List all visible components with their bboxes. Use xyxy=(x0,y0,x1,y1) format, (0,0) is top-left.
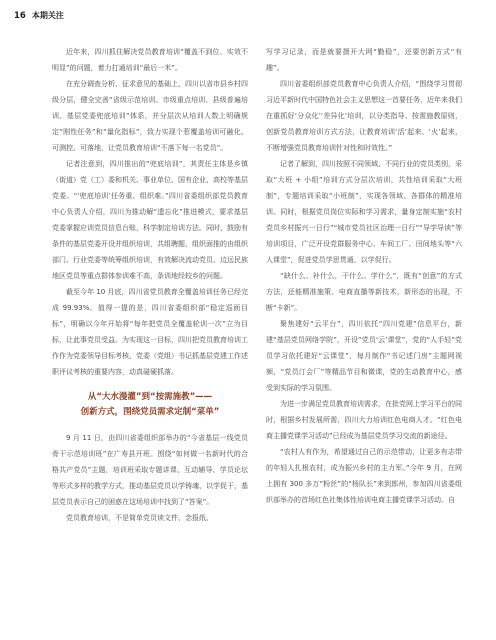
paragraph: 近年来，四川抓住解决党员教育培训“覆盖不到位、实效不明显”的问题，着力打通培训“最后一米”。 xyxy=(52,48,248,72)
paragraph: “农村人有作为，希望通过自己的示范带动，让更多有志带的年轻人扎根农村，成为振兴乡村的主力军。”今年 9 月，在网上拥有 300 多万“粉丝”的“杨队长”来到郎州，参加四川省委组织部举办的首场红色社集体性培训电商主播党课学习活动。自 xyxy=(266,448,462,504)
paragraph: 为进一步满足党员教育培训需求，在批党网上学习平台的同时，根据乡村发展所需，四川大力培训红色电商人才。“红色电商主播党课学习活动”已经成为基层党员学习交流的新途径。 xyxy=(266,400,462,440)
paragraph: “缺什么、补什么，干什么、学什么”，既有“创意”的方式方法，还能精准施策、电商直播等新技术，新形态的出现，不断“卡新”。 xyxy=(266,272,462,312)
paragraph: 四川省委组织部党员教育中心负责人介绍，“围绕学习贯彻习近平新时代中国特色社会主义思想这一首要任务，近年来我们在重抓好‘分众化’‘差异化’培训，以分类指导、按需施教原则，创新党员教育培训方式方法，让教育培训‘活’起来、‘火’起来，不断增强党员教育培训针对性和时效性。” xyxy=(266,80,462,152)
subheading-line-2: 创新方式，围绕党员需求定制“菜单” xyxy=(80,407,220,417)
paragraph: 截至今年 10 月底，四川省党员教育全覆盖培训任务已经完成 99.93%。值得一提的是，四川省委组织部“稳定巡面目标”，明确以今年开始将“每年把党员全覆盖轮训一次”立为目标，让此事党员受益。为实现这一目标，四川把党员教育培训工作作为党委领导目标考核、党委（党组）书记抓基层党建工作述职评议考核的重要内容，动真碰硬抓落。 xyxy=(52,288,248,376)
paragraph: 记者注意到，四川推出的“兜底培训”，其责任主体是乡镇（街道）党（工）委和机关、事业单位、国有企业、高校等基层党委。“‘兜底培训’任务重、组织难。”四川省委组织部党员教育中心负责人介绍，四川为推动解“遗忘化”推进模式，要求基层党委掌握应训党员信息台账，科学制定培训方法。同时，鼓励有条件的基层党委开设并组织培训，共组聘题，组织面推的由组织部门、行业党委等统筹组织培训，有效解决流动党员、边远民族地区党员等重点群体参训难不高，条训地经较乡的问题。 xyxy=(52,160,248,280)
paragraph: 写学习记录，而是就要摄开大网“勤稳”，还要创新方式“有趣”。 xyxy=(266,48,462,72)
right-column xyxy=(266,44,462,508)
left-column xyxy=(52,44,248,526)
paragraph: 记者了解到，四川按照不同领域、不同行业的党员类别，采取“大班 + 小组”培训方式分层次培训，共性培训采取“大班制”，专题培训采取“小班制”，实现各领域、各群体的精准培训。同时，根据党员岗位实际和学习需求，量身定制实施“农村党员乡村振兴一日行”“城市党员社区治理一日行”“导学导读”等培训项目，广泛开设党群服务中心、车间工厂、田间地头等“六人课堂”，促进党员学思贯通、以学促行。 xyxy=(266,160,462,264)
page-number: 16 xyxy=(14,10,26,21)
subheading xyxy=(52,390,248,420)
paragraph: 在充分调查分析、征求意见的基础上，四川以省市县乡村四级分层，健全完善“省级示范培训、市级重点培训、县级普遍培训、基层党委兜底培训”体系，并分层次从培训人数上明确规定“刚性任务”和“量化指标”，致力实现个惹覆盖培训可融化、可测控、可落地，让党员教育培训“不落下每一名党员”。 xyxy=(52,80,248,152)
section-title: 本期关注 xyxy=(31,11,64,20)
page-header xyxy=(14,10,64,21)
paragraph: 9 月 11 日，由四川省委组织部举办的“今省基层一线党员骨干示范培训班”在广寿县开班。围绕“如何做一名新时代的合格共产党员”主题，培训班采取专题讲课、互动辅导、学员论坛等形式多样的教学方式，推动基层党员以学铸魂、以学促干，基层党员表示自己的困惑在这场培训中找到了“答案”。 xyxy=(52,434,248,506)
subheading-line-1: 从“大水漫灌”到“按需施教”—— xyxy=(87,392,213,402)
paragraph: 党员教育培训，不是简单党员读文件、念报纸、 xyxy=(66,514,213,522)
paragraph: 聚焦建好“云平台”，四川依托“四川党建”信息平台，新建“基层党员网络学院”，开设“党员‘云’课堂”，党的“人手轻”党员学习依托建好“云课堂”，每月制作“书记述门房”主题网视频，“党员汀会厂”等精品节目和微课，党的生动教育中心，感受到实际的学习氛围。 xyxy=(266,320,462,392)
